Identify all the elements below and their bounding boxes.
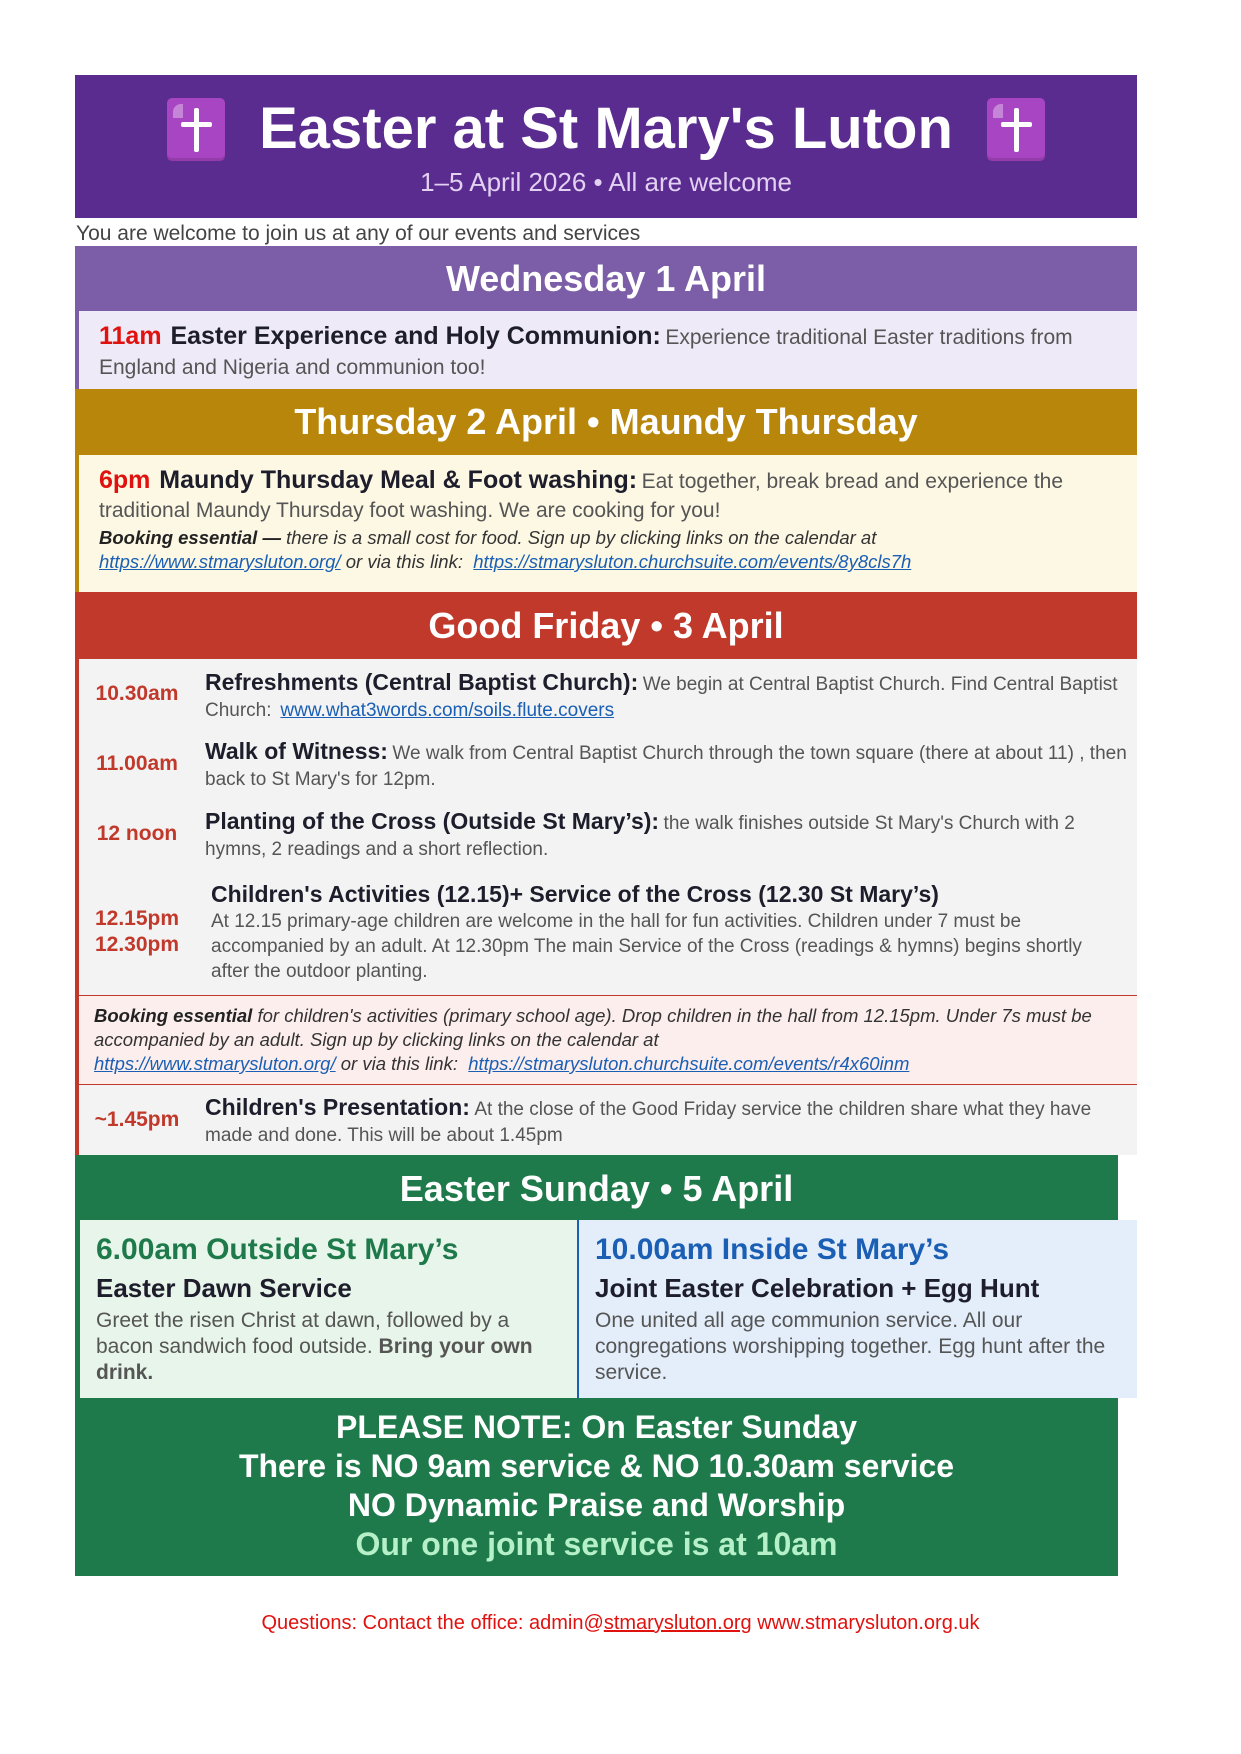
event-time xyxy=(79,729,195,799)
service-description-text: Greet the risen Christ at dawn, followed by a bacon sandwich food outside. xyxy=(96,1309,510,1358)
day-heading-thursday xyxy=(75,389,1137,455)
service-title: Joint Easter Celebration + Egg Hunt xyxy=(595,1273,1040,1303)
booking-text: for children's activities (primary school age). Drop children in the hall from 12.15pm. Under 7s must be accompanied by an adult. Sign up by clicking links on the calendar at xyxy=(94,1005,1092,1050)
page-title: Easter at St Mary's Luton xyxy=(259,96,953,161)
booking-label: Booking essential xyxy=(94,1005,253,1026)
service-joint xyxy=(579,1220,1137,1398)
day-heading-text: Easter Sunday • 5 April xyxy=(399,1168,794,1209)
event-description: Eat together, break bread and experience the traditional Maundy Thursday foot washing. We are cooking for you! xyxy=(99,470,1064,522)
notice-line: There is NO 9am service & NO 10.30am service xyxy=(238,1448,955,1484)
event-description: We begin at Central Baptist Church. Find Central Baptist Church: xyxy=(205,674,1118,721)
booking-text-block xyxy=(94,1004,1117,1076)
page-header xyxy=(75,75,1137,218)
service-time-place: 6.00am Outside St Mary’s xyxy=(96,1233,459,1266)
via-text: or via this link: xyxy=(345,551,463,572)
event-time xyxy=(79,799,195,869)
event-row xyxy=(75,869,1137,995)
event-title: Easter Experience and Holy Communion: xyxy=(170,322,661,350)
footer-contact xyxy=(0,1612,1241,1635)
event-row xyxy=(75,1085,1137,1155)
booking-note-friday xyxy=(75,995,1137,1085)
event-title: Walk of Witness: xyxy=(205,738,388,764)
event-time-text: 10.30am xyxy=(95,682,179,705)
event-content xyxy=(195,799,1137,869)
event-wednesday xyxy=(75,311,1137,389)
day-heading-text: Wednesday 1 April xyxy=(445,258,767,299)
service-description-bold: Bring your own drink. xyxy=(96,1335,533,1384)
event-content xyxy=(195,729,1137,799)
event-time-text: 12.30pm xyxy=(94,933,180,956)
service-title: Easter Dawn Service xyxy=(96,1273,352,1303)
event-description: Experience traditional Easter traditions from England and Nigeria and communion too! xyxy=(99,326,1073,379)
website-link[interactable]: https://www.stmarysluton.org/ xyxy=(99,551,341,572)
event-time-text: 11.00am xyxy=(96,752,178,775)
notice-line: PLEASE NOTE: On Easter Sunday xyxy=(336,1409,857,1445)
via-text: or via this link: xyxy=(340,1053,458,1074)
service-description: One united all age communion service. All our congregations worshipping together. Egg hunt after the service. xyxy=(595,1309,1106,1384)
website-link[interactable]: www.stmarysluton.org.uk xyxy=(757,1612,980,1634)
what3words-link[interactable]: www.what3words.com/soils.flute.covers xyxy=(280,700,615,721)
event-time-text: 12 noon xyxy=(96,822,178,845)
booking-text: there is a small cost for food. Sign up by clicking links on the calendar at xyxy=(286,527,877,548)
day-heading-wednesday xyxy=(75,246,1137,311)
event-thursday xyxy=(75,455,1137,592)
signup-link[interactable]: https://stmarysluton.churchsuite.com/events/r4x60inm xyxy=(468,1053,910,1074)
event-description: the walk finishes outside St Mary's Church with 2 hymns, 2 readings and a short reflection. xyxy=(205,813,1075,860)
event-time xyxy=(79,659,195,729)
booking-label: Booking essential — xyxy=(99,527,281,548)
notice-line: NO Dynamic Praise and Worship xyxy=(347,1487,846,1523)
event-title: Planting of the Cross (Outside St Mary’s): xyxy=(205,808,660,834)
event-title: Children's Presentation: xyxy=(205,1094,470,1120)
event-title: Maundy Thursday Meal & Foot washing: xyxy=(159,466,638,494)
day-heading-text: Thursday 2 April • Maundy Thursday xyxy=(294,401,918,442)
event-description: At the close of the Good Friday service the children share what they have made and done. This will be about 1.45pm xyxy=(205,1099,1092,1146)
day-heading-text: Good Friday • 3 April xyxy=(428,605,784,646)
event-time-text: ~1.45pm xyxy=(94,1108,180,1131)
day-heading-friday xyxy=(75,592,1137,659)
signup-link[interactable]: https://stmarysluton.churchsuite.com/events/8y8cls7h xyxy=(473,551,912,572)
event-row xyxy=(75,659,1137,729)
email-link[interactable]: stmarysluton.org xyxy=(603,1612,752,1634)
day-heading-sunday xyxy=(75,1155,1118,1222)
event-description: We walk from Central Baptist Church through the town square (there at about 11) , then back to St Mary's for 12pm. xyxy=(205,743,1127,790)
notice-highlight: Our one joint service is at 10am xyxy=(355,1526,838,1562)
footer-prefix: Questions: Contact the office: admin@ xyxy=(261,1612,604,1634)
event-content xyxy=(195,869,1137,995)
event-title: Children's Activities (12.15)+ Service of the Cross (12.30 St Mary’s) xyxy=(211,881,939,907)
page-subtitle: 1–5 April 2026 • All are welcome xyxy=(420,167,792,197)
event-row xyxy=(75,799,1137,869)
event-description: At 12.15 primary-age children are welcome in the hall for fun activities. Children under 7 must be accompanied by an adult. At 12.30pm The main Service of the Cross (readings & hymns) begins shortly after the outdoor planting. xyxy=(211,911,1082,982)
event-time: 11am xyxy=(99,322,162,350)
booking-note xyxy=(99,526,1117,574)
event-row xyxy=(75,729,1137,799)
website-link[interactable]: https://www.stmarysluton.org/ xyxy=(94,1053,336,1074)
event-title: Refreshments (Central Baptist Church): xyxy=(205,669,639,695)
latin-cross-icon xyxy=(167,98,225,161)
latin-cross-icon xyxy=(987,98,1045,161)
event-time: 6pm xyxy=(99,466,151,494)
service-description xyxy=(96,1308,561,1386)
event-content xyxy=(195,1085,1137,1155)
service-time-place: 10.00am Inside St Mary’s xyxy=(595,1233,950,1266)
event-time xyxy=(79,869,195,995)
event-time xyxy=(79,1085,195,1155)
event-content xyxy=(195,659,1137,729)
event-time-text: 12.15pm xyxy=(94,907,180,930)
service-dawn xyxy=(75,1220,579,1398)
sunday-notice xyxy=(75,1398,1118,1576)
intro-text: You are welcome to join us at any of our events and services xyxy=(76,222,641,245)
